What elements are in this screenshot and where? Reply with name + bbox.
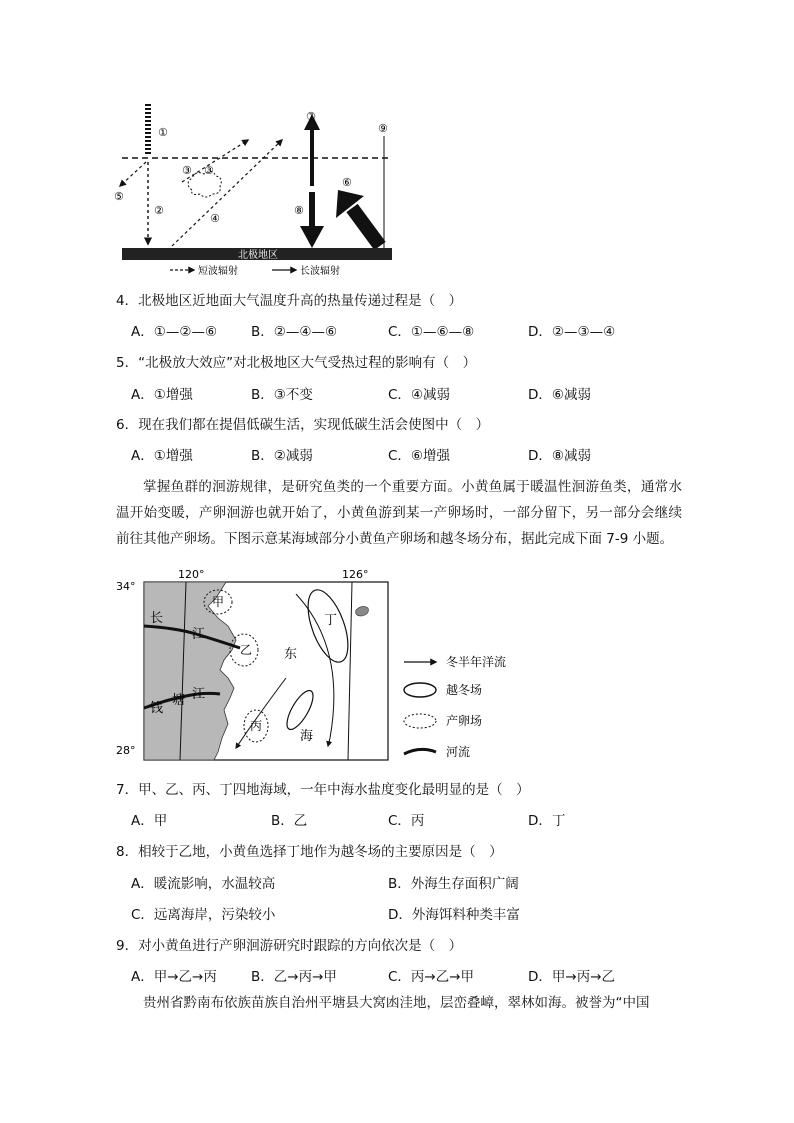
label-qian: 钱 [150, 701, 164, 716]
legend-spawning: 产卵场 [446, 714, 483, 728]
lat-28: 28° [116, 744, 136, 757]
q6-option-b[interactable]: B．②减弱 [251, 448, 313, 464]
q9-option-d[interactable]: D．甲→丙→乙 [528, 969, 616, 985]
q8-option-a[interactable]: A．暖流影响，水温较高 [131, 876, 276, 892]
mark-7: ⑦ [306, 110, 316, 123]
legend-long: 长波辐射 [300, 266, 340, 277]
q4-option-b[interactable]: B．②—④—⑥ [251, 324, 338, 340]
label-jiang2: 江 [192, 687, 206, 702]
q6-option-d[interactable]: D．⑧减弱 [528, 448, 591, 464]
q4-option-d[interactable]: D．②—③—④ [528, 324, 616, 340]
label-yi: 乙 [240, 643, 253, 657]
q5-option-b[interactable]: B．③不变 [251, 387, 313, 403]
mark-1: ① [158, 126, 168, 139]
q7-option-d[interactable]: D．丁 [528, 813, 566, 829]
label-dong: 东 [284, 647, 298, 662]
q4-stem: 4．北极地区近地面大气温度升高的热量传递过程是（ ） [116, 293, 463, 309]
q5-option-d[interactable]: D．⑥减弱 [528, 387, 591, 403]
mark-3a: ③ [182, 164, 192, 177]
label-bing: 丙 [250, 719, 263, 733]
q8-option-b[interactable]: B．外海生存面积广阔 [388, 876, 519, 892]
mark-6: ⑥ [342, 176, 352, 189]
ground-label: 北极地区 [238, 250, 278, 261]
q8-option-d[interactable]: D．外海饵料种类丰富 [388, 907, 520, 923]
q7-stem: 7．甲、乙、丙、丁四地海域，一年中海水盐度变化最明显的是（ ） [116, 782, 530, 798]
q6-stem: 6．现在我们都在提倡低碳生活，实现低碳生活会使图中（ ） [116, 417, 490, 433]
q6-option-c[interactable]: C．⑥增强 [388, 448, 451, 464]
q5-stem: 5．“北极放大效应”对北极地区大气受热过程的影响有（ ） [116, 355, 477, 371]
q7-option-c[interactable]: C．丙 [388, 813, 425, 829]
label-chang: 长 [150, 611, 164, 626]
label-jiang1: 江 [192, 627, 206, 642]
label-tang: 塘 [172, 693, 186, 708]
radiation-diagram [108, 100, 408, 280]
fish-map [116, 568, 526, 768]
q7-option-a[interactable]: A．甲 [131, 813, 168, 829]
q5-option-a[interactable]: A．①增强 [131, 387, 193, 403]
mark-8: ⑧ [294, 204, 304, 217]
lon-126: 126° [342, 568, 369, 581]
lat-34: 34° [116, 580, 136, 593]
q7-option-b[interactable]: B．乙 [271, 813, 308, 829]
mark-4: ④ [210, 212, 220, 225]
q4-option-a[interactable]: A．①—②—⑥ [131, 324, 218, 340]
q9-option-b[interactable]: B．乙→丙→甲 [251, 969, 337, 985]
legend-short: 短波辐射 [198, 266, 238, 277]
mark-2: ② [154, 204, 164, 217]
q5-option-c[interactable]: C．④减弱 [388, 387, 451, 403]
q6-option-a[interactable]: A．①增强 [131, 448, 193, 464]
passage-fish: 掌握鱼群的洄游规律，是研究鱼类的一个重要方面。小黄鱼属于暖温性洄游鱼类，通常水温开始变暖，产卵洄游也就开始了，小黄鱼游到某一产卵场时，一部分留下，另一部分会继续前往其他产卵场。下图示意某海域部分小黄鱼产卵场和越冬场分布，据此完成下面 7-9 小题。 [116, 479, 682, 547]
label-ding: 丁 [324, 613, 338, 628]
q9-option-c[interactable]: C．丙→乙→甲 [388, 969, 475, 985]
legend-wintering: 越冬场 [446, 683, 483, 697]
legend-river: 河流 [446, 745, 471, 759]
label-jia: 甲 [212, 595, 225, 609]
label-hai: 海 [300, 729, 314, 744]
q8-stem: 8．相较于乙地，小黄鱼选择丁地作为越冬场的主要原因是（ ） [116, 844, 503, 860]
mark-9: ⑨ [378, 122, 388, 135]
q4-option-c[interactable]: C．①—⑥—⑧ [388, 324, 475, 340]
q8-option-c[interactable]: C．远离海岸，污染较小 [131, 907, 276, 923]
lon-120: 120° [178, 568, 205, 581]
mark-3b: ③ [204, 164, 214, 177]
legend-current: 冬半年洋流 [446, 655, 507, 669]
mark-5: ⑤ [114, 190, 124, 203]
q9-stem: 9．对小黄鱼进行产卵洄游研究时跟踪的方向依次是（ ） [116, 938, 463, 954]
q9-option-a[interactable]: A．甲→乙→丙 [131, 969, 217, 985]
passage-guizhou: 贵州省黔南布依族苗族自治州平塘县大窝凼洼地，层峦叠嶂，翠林如海。被誉为“中国 [143, 995, 650, 1011]
